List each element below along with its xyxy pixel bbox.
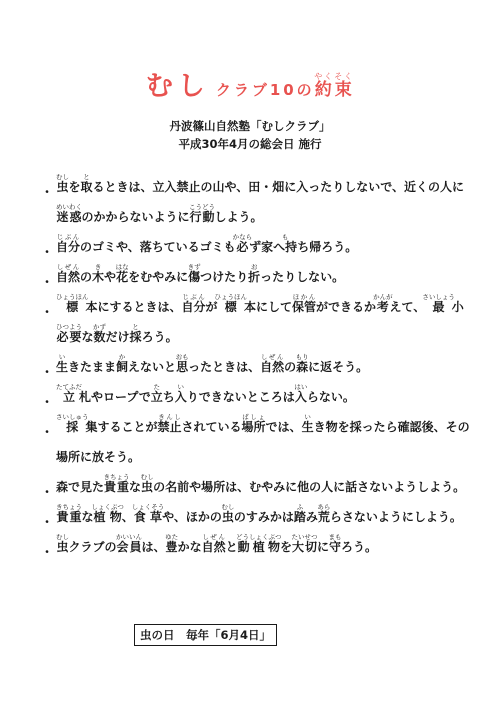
bullet-marker: ・ [41, 425, 54, 439]
bullet-marker: ・ [41, 275, 54, 289]
bullet-marker: ・ [41, 515, 54, 529]
rule-item [41, 352, 466, 382]
rule-item [41, 172, 466, 232]
rule-text-line: 自然しぜんの木きや花はなをむやみに傷きずつけたり折おったりしない。 [56, 263, 345, 284]
rule-item [41, 382, 466, 412]
rule-text-line: 生いきたまま飼かえないと思おもったときは、自然しぜんの森もりに返そう。 [56, 353, 369, 374]
rule-item [41, 232, 466, 262]
rule-item [41, 412, 470, 472]
rule-text-line: 森で見た貴重きちょうな虫むしの名前や場所は、むやみに他の人に話さないようしよう。 [56, 473, 466, 494]
rule-text-line: 迷惑めいわくのかからないように行動こうどうしよう。 [56, 203, 263, 224]
bullet-marker: ・ [41, 305, 54, 319]
subtitle-organization: 丹波篠山自然塾「むしクラブ」 [169, 119, 331, 133]
bullet-marker: ・ [41, 245, 54, 259]
subtitle-enactment-date: 平成30年4月の総会日 施行 [178, 137, 322, 151]
rule-item [41, 532, 466, 562]
rule-item [41, 502, 466, 532]
rules-list [41, 172, 470, 562]
page-title [0, 64, 500, 103]
bullet-marker: ・ [41, 365, 54, 379]
rule-text-line: 採さいしゅう集することが禁止きんしされている場所ばしょでは、生いき物を採ったら確認後、その [56, 413, 470, 434]
rule-item [41, 262, 466, 292]
bullet-marker: ・ [41, 185, 54, 199]
title-mushi: むし [145, 71, 210, 102]
title-promise: 約やく束そく [314, 72, 355, 100]
rule-text-line: 自分じぶんのゴミや、落ちているゴミも必かならず家へ持もち帰ろう。 [56, 233, 358, 254]
bullet-marker: ・ [41, 485, 54, 499]
rule-item [41, 472, 466, 502]
rule-text-line: 標ひょうほん本にするときは、自分じぶんが標ひょうほん本にして保管ほかんができるか考かんがえて、最さいしょう小 [56, 293, 464, 314]
rule-text-line: 虫むしを取とるときは、立入禁止の山や、田・畑に入ったりしないで、近くの人に [56, 173, 465, 194]
bullet-marker: ・ [41, 395, 54, 409]
rule-item [41, 292, 466, 352]
rule-text-line: 場所に放そう。 [56, 450, 141, 464]
rule-text-line: 貴重きちょうな植物しょくぶつ、食草しょくそうや、ほかの虫むしのすみかは踏ふみ荒あららさないようにしよう。 [56, 503, 462, 524]
bullet-marker: ・ [41, 545, 54, 559]
title-club-10: クラブ10の [215, 81, 315, 99]
rule-text-line: 虫むしクラブの会員かいいんは、豊ゆたかな自然しぜんと動植物どうしょくぶつを大切たいせつに守まもろう。 [56, 533, 378, 554]
rule-text-line: 必要ひつような数かずだけ採とろう。 [56, 323, 178, 344]
rule-text-line: 立たてふだ札やロープで立たち入いりできないところは入はいらない。 [56, 383, 355, 404]
insect-day-note: 虫の日 毎年「6月4日」 [134, 624, 277, 646]
